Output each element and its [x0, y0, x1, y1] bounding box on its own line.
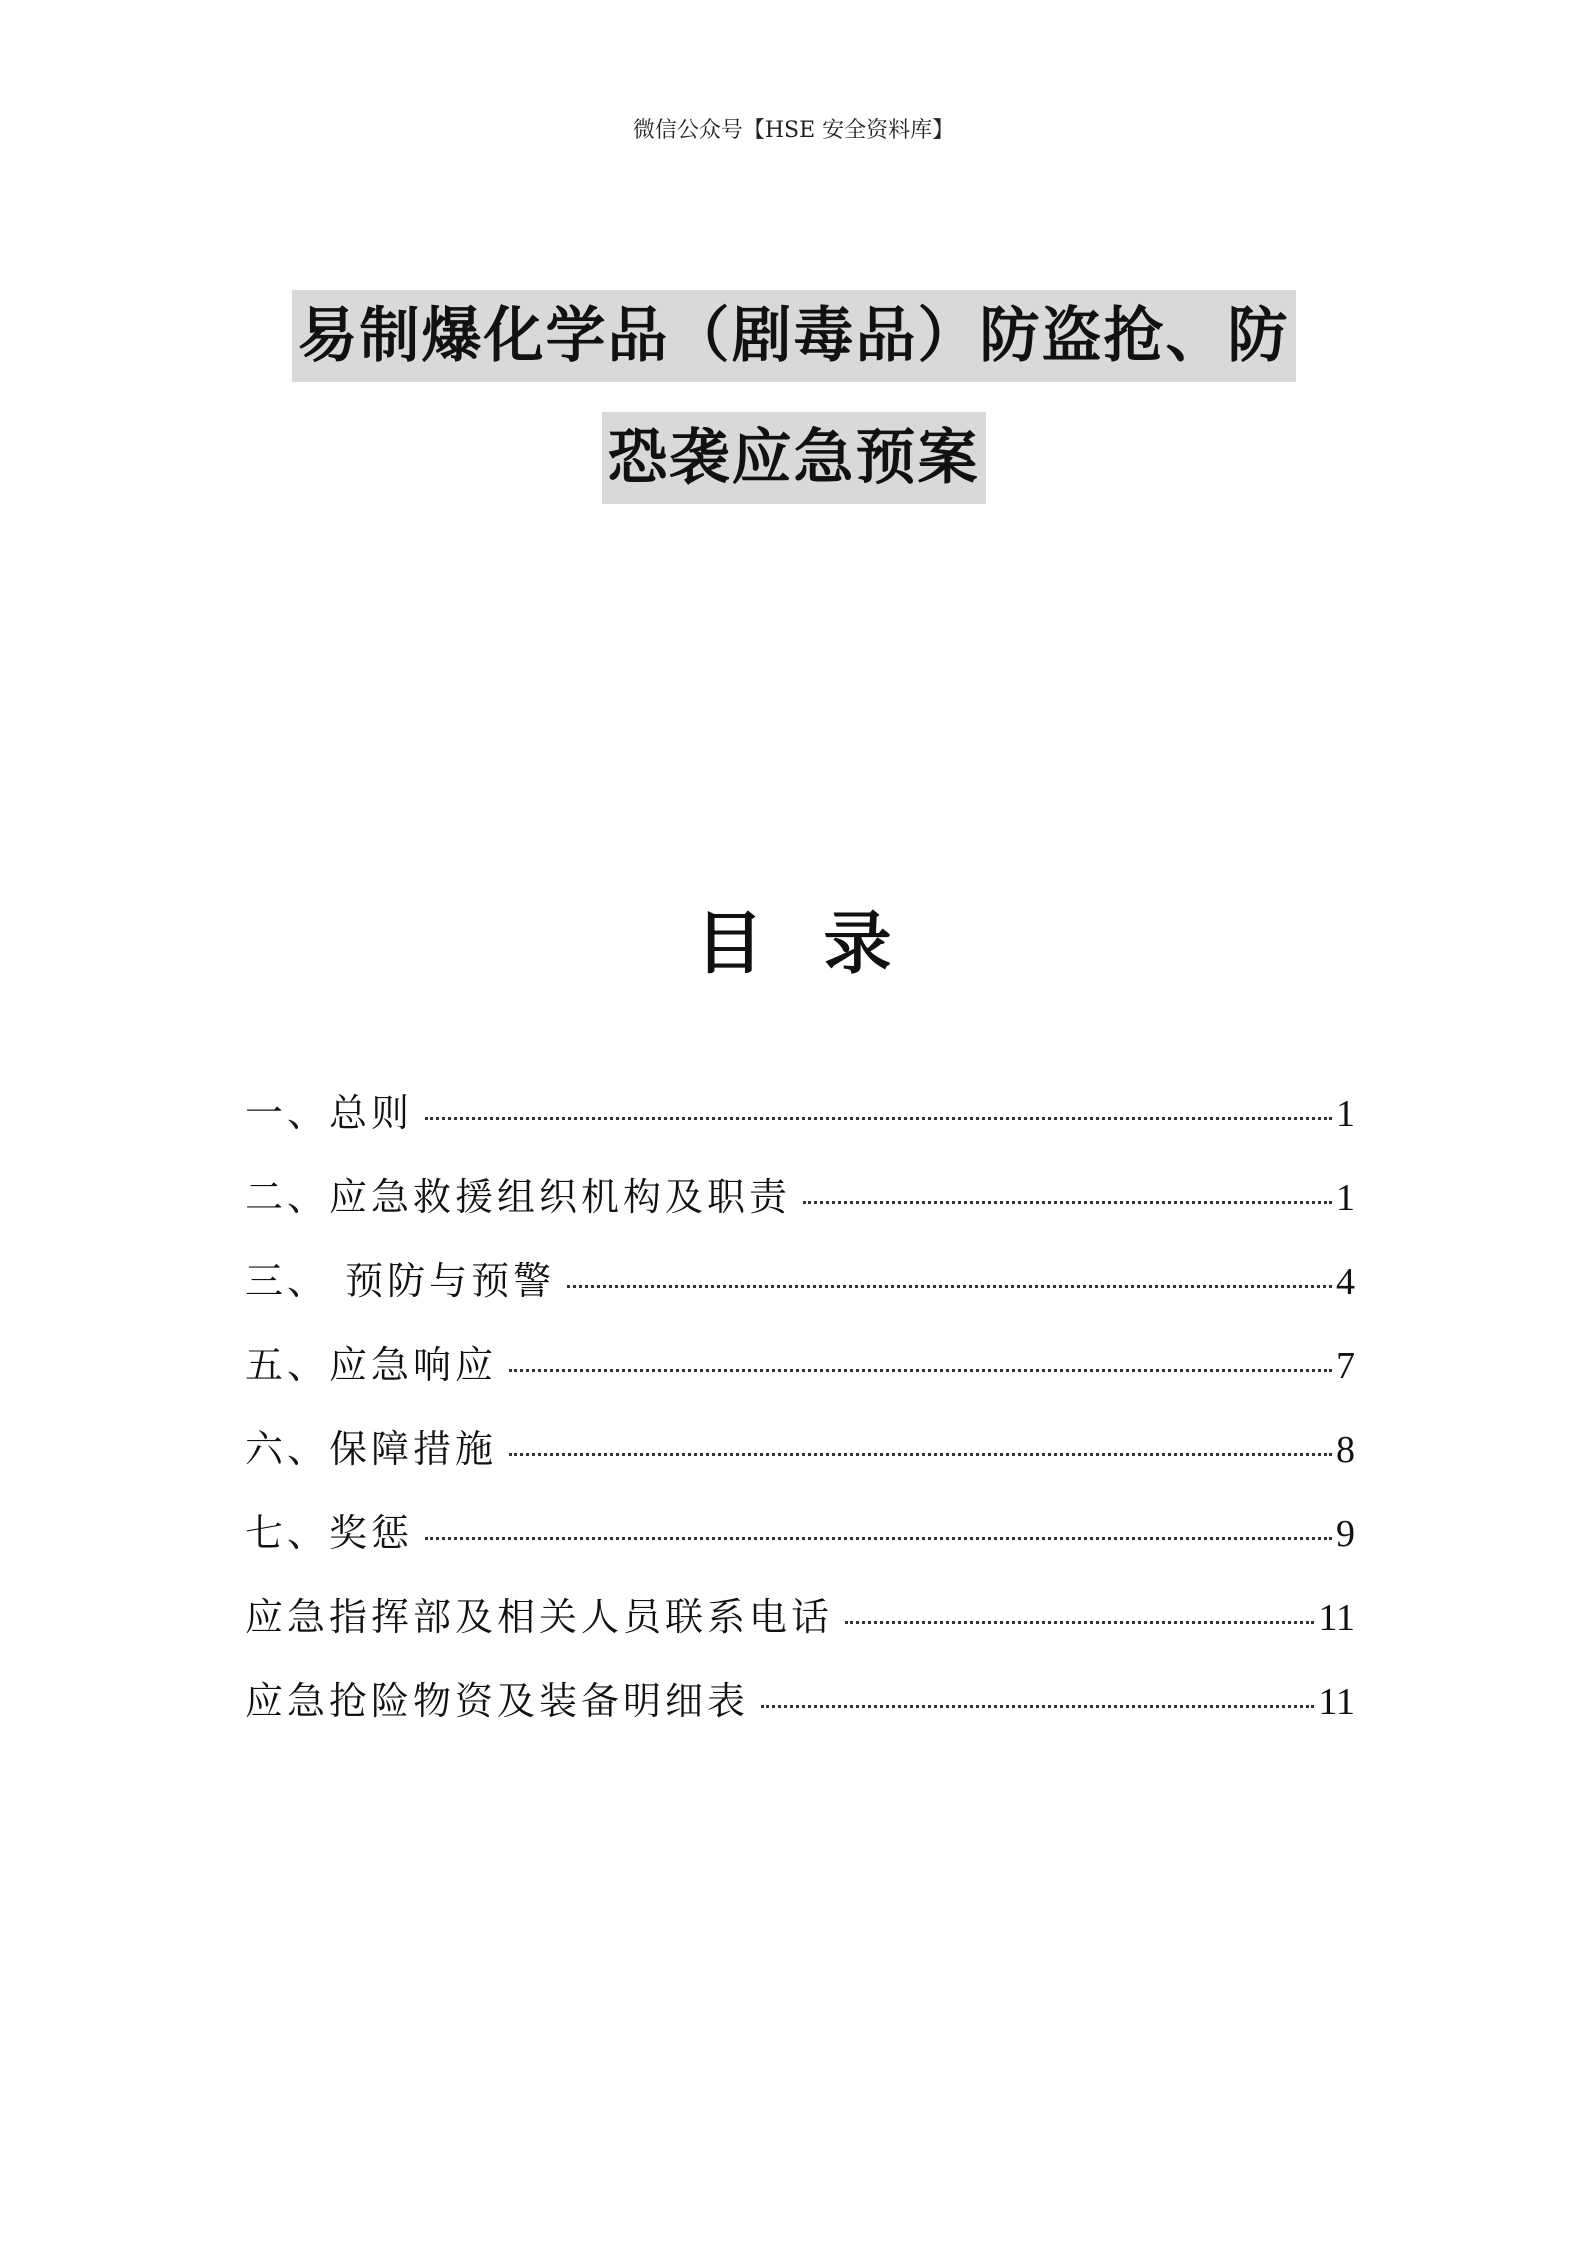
toc-entry[interactable] — [245, 1082, 1355, 1166]
toc-leader-dots — [425, 1537, 1332, 1540]
toc-entry-page: 11 — [1318, 1681, 1355, 1723]
toc-entry-label: 应急抢险物资及装备明细表 — [245, 1679, 750, 1723]
toc-leader-dots — [509, 1369, 1332, 1372]
toc-entry[interactable] — [245, 1250, 1355, 1334]
toc-entry-label: 二、应急救援组织机构及职责 — [245, 1175, 792, 1219]
toc-entry-label: 七、奖惩 — [245, 1511, 414, 1555]
header-note: 微信公众号【HSE 安全资料库】 — [632, 118, 955, 143]
document-title-line-1: 易制爆化学品（剧毒品）防盗抢、防 — [292, 290, 1296, 382]
toc-entry[interactable] — [245, 1502, 1355, 1586]
toc-leader-dots — [803, 1201, 1332, 1204]
toc-entry[interactable] — [245, 1670, 1355, 1754]
toc-entry-page: 9 — [1336, 1513, 1355, 1555]
table-of-contents — [245, 1082, 1355, 1754]
document-title — [0, 290, 1587, 504]
toc-entry[interactable] — [245, 1334, 1355, 1418]
toc-entry-page: 4 — [1336, 1261, 1355, 1303]
toc-entry-page: 7 — [1336, 1345, 1355, 1387]
toc-entry-label: 六、保障措施 — [245, 1427, 498, 1471]
toc-entry[interactable] — [245, 1166, 1355, 1250]
toc-entry-page: 1 — [1336, 1177, 1355, 1219]
toc-entry-label: 应急指挥部及相关人员联系电话 — [245, 1595, 834, 1639]
toc-entry-label: 五、应急响应 — [245, 1343, 498, 1387]
toc-entry-page: 1 — [1336, 1093, 1355, 1135]
toc-entry-label: 一、总则 — [245, 1091, 414, 1135]
toc-entry-page: 11 — [1318, 1597, 1355, 1639]
document-title-line-2: 恐袭应急预案 — [602, 412, 986, 504]
toc-leader-dots — [425, 1117, 1332, 1120]
toc-heading: 目录 — [695, 905, 952, 984]
toc-leader-dots — [845, 1621, 1314, 1624]
toc-entry[interactable] — [245, 1418, 1355, 1502]
toc-leader-dots — [567, 1285, 1332, 1288]
toc-leader-dots — [509, 1453, 1332, 1456]
toc-entry[interactable] — [245, 1586, 1355, 1670]
toc-leader-dots — [761, 1705, 1314, 1708]
toc-entry-label: 三、 预防与预警 — [245, 1259, 556, 1303]
toc-entry-page: 8 — [1336, 1429, 1355, 1471]
